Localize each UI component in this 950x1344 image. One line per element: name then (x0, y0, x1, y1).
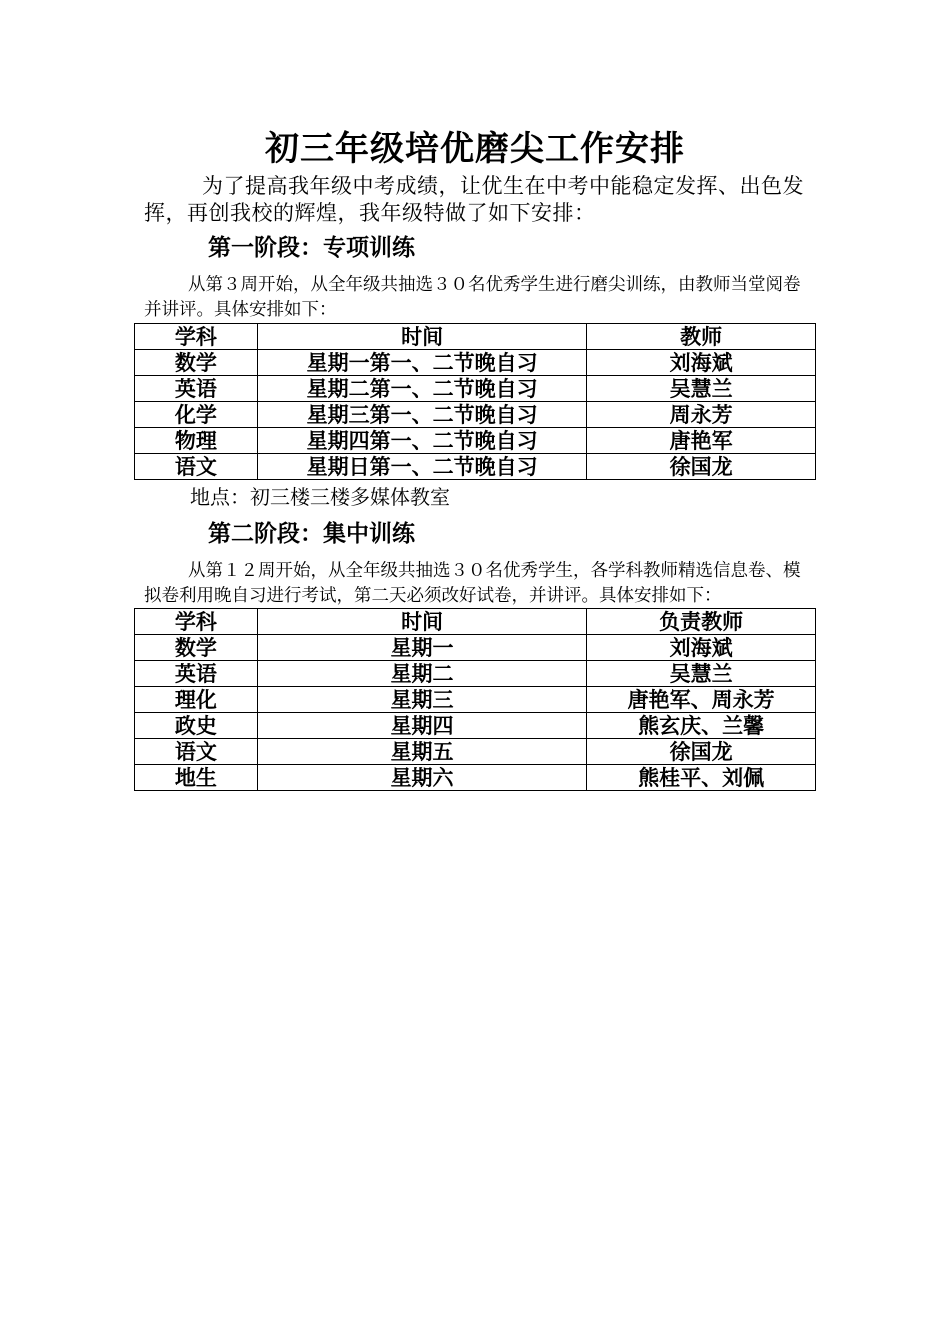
header-cell-time: 时间 (257, 609, 586, 635)
table-header-row (135, 609, 816, 635)
stage2-heading: 第二阶段：集中训练 (208, 520, 415, 547)
stage2-description: 从第１２周开始，从全年级共抽选３０名优秀学生，各学科教师精选信息卷、模拟卷利用晚自习进行考试，第二天必须改好试卷，并讲评。具体安排如下： (144, 561, 801, 606)
table-row (135, 376, 816, 402)
teacher-cell: 熊玄庆、兰馨 (587, 713, 816, 739)
time-cell: 星期三 (257, 687, 586, 713)
time-cell: 星期一 (257, 635, 586, 661)
table-row (135, 428, 816, 454)
header-cell-teacher: 教师 (587, 324, 816, 350)
header-cell-teacher: 负责教师 (587, 609, 816, 635)
subject-cell: 理化 (135, 687, 258, 713)
subject-cell: 数学 (135, 635, 258, 661)
time-cell: 星期五 (257, 739, 586, 765)
header-cell-subject: 学科 (135, 324, 258, 350)
page-title: 初三年级培优磨尖工作安排 (265, 129, 685, 169)
stage1-location: 地点：初三楼三楼多媒体教室 (190, 485, 450, 509)
teacher-cell: 刘海斌 (587, 635, 816, 661)
table-row (135, 739, 816, 765)
subject-cell: 语文 (135, 454, 258, 480)
teacher-cell: 刘海斌 (587, 350, 816, 376)
table-row (135, 713, 816, 739)
stage1-description: 从第３周开始，从全年级共抽选３０名优秀学生进行磨尖训练，由教师当堂阅卷并讲评。具体安排如下： (144, 275, 801, 320)
teacher-cell: 徐国龙 (587, 454, 816, 480)
intro-paragraph: 为了提高我年级中考成绩，让优生在中考中能稳定发挥、出色发挥，再创我校的辉煌，我年级特做了如下安排： (144, 174, 804, 225)
table-row (135, 661, 816, 687)
subject-cell: 语文 (135, 739, 258, 765)
subject-cell: 政史 (135, 713, 258, 739)
teacher-cell: 吴慧兰 (587, 661, 816, 687)
teacher-cell: 唐艳军、周永芳 (587, 687, 816, 713)
time-cell: 星期一第一、二节晚自习 (257, 350, 587, 376)
table-row (135, 635, 816, 661)
subject-cell: 英语 (135, 376, 258, 402)
table-row (135, 402, 816, 428)
teacher-cell: 熊桂平、刘佩 (587, 765, 816, 791)
table-row (135, 454, 816, 480)
teacher-cell: 徐国龙 (587, 739, 816, 765)
header-cell-subject: 学科 (135, 609, 258, 635)
time-cell: 星期六 (257, 765, 586, 791)
teacher-cell: 唐艳军 (587, 428, 816, 454)
subject-cell: 物理 (135, 428, 258, 454)
time-cell: 星期四 (257, 713, 586, 739)
time-cell: 星期三第一、二节晚自习 (257, 402, 587, 428)
subject-cell: 数学 (135, 350, 258, 376)
table-row (135, 350, 816, 376)
stage1-schedule-table (134, 323, 816, 480)
time-cell: 星期二第一、二节晚自习 (257, 376, 587, 402)
teacher-cell: 周永芳 (587, 402, 816, 428)
time-cell: 星期四第一、二节晚自习 (257, 428, 587, 454)
table-row (135, 687, 816, 713)
stage1-heading: 第一阶段：专项训练 (208, 234, 415, 261)
subject-cell: 英语 (135, 661, 258, 687)
header-cell-time: 时间 (257, 324, 587, 350)
subject-cell: 地生 (135, 765, 258, 791)
time-cell: 星期二 (257, 661, 586, 687)
table-header-row (135, 324, 816, 350)
time-cell: 星期日第一、二节晚自习 (257, 454, 587, 480)
teacher-cell: 吴慧兰 (587, 376, 816, 402)
subject-cell: 化学 (135, 402, 258, 428)
stage2-schedule-table (134, 608, 816, 791)
table-row (135, 765, 816, 791)
